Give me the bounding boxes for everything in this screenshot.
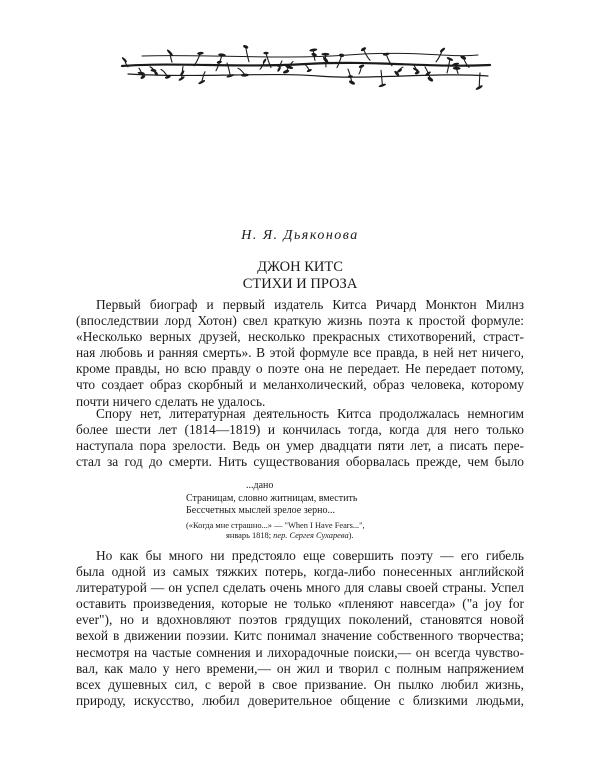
text-line: Первый биограф и первый издатель Китса Ричард Монктон Милнз (96, 297, 524, 312)
text-line: Спору нет, литературная деятельность Китса продолжалась немногим (96, 406, 524, 421)
paragraph-2 (76, 406, 524, 470)
text-line: была одной из самых тяжких потерь, когда-либо понесенных английской (76, 564, 524, 580)
author-name: Н. Я. Дьяконова (241, 228, 359, 243)
text-line: почти ничего сделать не удалось. (76, 393, 266, 409)
title-line-1: ДЖОН КИТС (257, 259, 343, 275)
text-line: литературой — он успел сделать очень много для славы своей страны. Успел (76, 580, 524, 596)
text-line: всех душевных сил, с верой в свое призвание. Он пылко любил жизнь, (76, 676, 524, 692)
epigraph-citation (186, 521, 406, 542)
epigraph-line-2: Страницам, словно житницам, вместить (186, 492, 358, 504)
text-line: более шести лет (1814—1819) и кончилась тогда, когда для него только (76, 422, 524, 438)
text-line: природу, искусство, любил доверительное общение с близкими людьми, (76, 692, 524, 708)
article-title (0, 259, 600, 293)
title-line-2: СТИХИ И ПРОЗА (242, 276, 358, 292)
epigraph (186, 480, 406, 542)
citation-translator: пер. Сергея Сухарева (273, 531, 349, 540)
citation-date: январь 1818; (226, 531, 272, 540)
paragraph-3 (76, 548, 524, 709)
text-line: «Несколько верных друзей, несколько прекрасных стихотворений, страст- (76, 329, 524, 345)
text-line: Но как бы много ни предстояло еще совершить поэту — его гибель (96, 548, 524, 563)
text-line: стал за год до смерти. Нить существования оборвалась прежде, чем было (76, 454, 524, 470)
epigraph-line-3: Бессчетных мыслей зрелое зерно... (186, 505, 335, 516)
citation-line-1: («Когда мне страшно...» — "When I Have Fears...", (186, 520, 365, 530)
text-line: вал, как мало у него времени,— он жил и творил с полным напряжением (76, 660, 524, 676)
paragraph-1 (76, 297, 524, 410)
text-line: ная любовь и ранняя смерть». В этой формуле все правда, в ней нет ничего, (76, 345, 524, 361)
citation-line-2 (186, 531, 406, 542)
text-line: несмотря на частые сомнения и лихорадочные поиски,— он всегда чувство- (76, 644, 524, 660)
text-line: оставить произведения, которые не только «пленяют навсегда» ("a joy for (76, 596, 524, 612)
text-line: кроме правды, но всю правду о поэте она не передает. Не передает потому, (76, 361, 524, 377)
text-line: вехой в движении поэзии. Китс понимал значение собственного творчества; (76, 628, 524, 644)
citation-close: ). (348, 531, 354, 540)
text-line: что создает образ скорбный и меланхолический, образ человека, которому (76, 377, 524, 393)
epigraph-line-1: ...дано (246, 480, 274, 491)
text-line: ever"), но и вдохновляют поэтов грядущих поколений, становятся новой (76, 612, 524, 628)
branch-ornament-icon (118, 38, 494, 96)
text-line: (впоследствии лорд Хотон) свел краткую жизнь поэта к простой формуле: (76, 313, 524, 329)
text-line: наступала пора зрелости. Ведь он умер двадцати пяти лет, а писать пере- (76, 438, 524, 454)
